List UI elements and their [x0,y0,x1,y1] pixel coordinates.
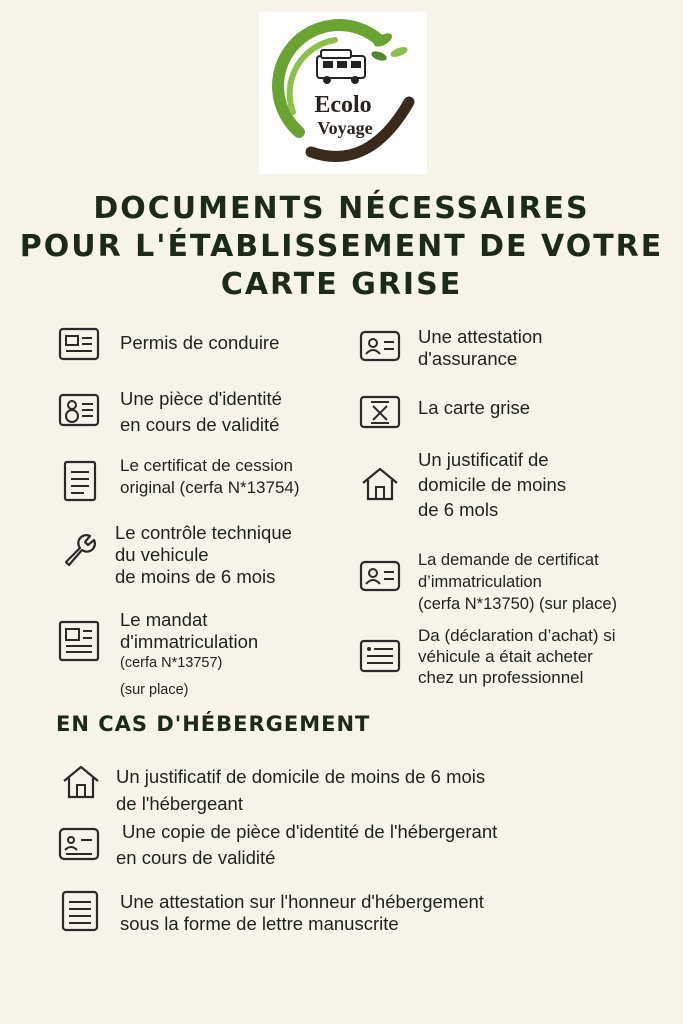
list-item: Une attestation d'assurance [418,326,543,369]
newspaper-icon [58,620,100,662]
document-lines-icon [60,890,100,932]
document-lines-icon [62,460,98,502]
page-title: DOCUMENTS NÉCESSAIRES POUR L'ÉTABLISSEMENT DE VOTRE CARTE GRISE [19,191,664,302]
registration-card-icon [359,394,401,430]
house-icon [60,764,102,800]
svg-text:Ecolo: Ecolo [314,92,372,118]
list-item: La demande de certificat d’immatriculation (cerfa N*13750) (sur place) [418,551,617,613]
list-item: Un justificatif de domicile de moins de 6 mois de l'hébergeant [116,766,486,814]
contact-card-icon [359,328,401,364]
identity-document-icon [58,392,100,428]
list-item: Le certificat de cession original (cerfa N*13754) [120,456,300,497]
house-icon [359,466,401,502]
list-item: Da (déclaration d’achat) si véhicule a était acheter chez un professionnel [418,626,616,687]
list-item: Permis de conduire [120,332,280,353]
list-item: La carte grise [418,397,531,418]
wrench-icon [58,532,100,568]
id-card-icon [58,826,100,862]
camper-van-icon [317,50,365,84]
list-item: Une copie de pièce d'identité de l'hébergerant en cours de validité [116,821,498,868]
list-item: Le contrôle technique du vehicule de moins de 6 mois [115,522,292,587]
list-item: Un justificatif de domicile de moins de 6 mols [418,449,567,520]
list-item: Le mandat d'immatriculation (cerfa N*13757) (sur place) [120,609,259,698]
list-item: Une pièce d'identité en cours de validité [120,388,282,435]
receipt-icon [359,638,401,674]
ecolo-voyage-logo [259,12,427,174]
list-item: Une attestation sur l'honneur d'hébergement sous la forme de lettre manuscrite [120,891,484,934]
id-card-icon [58,326,100,362]
contact-card-icon [359,558,401,594]
section-title: EN CAS D'HÉBERGEMENT [56,712,371,736]
svg-text:Voyage: Voyage [317,118,373,138]
